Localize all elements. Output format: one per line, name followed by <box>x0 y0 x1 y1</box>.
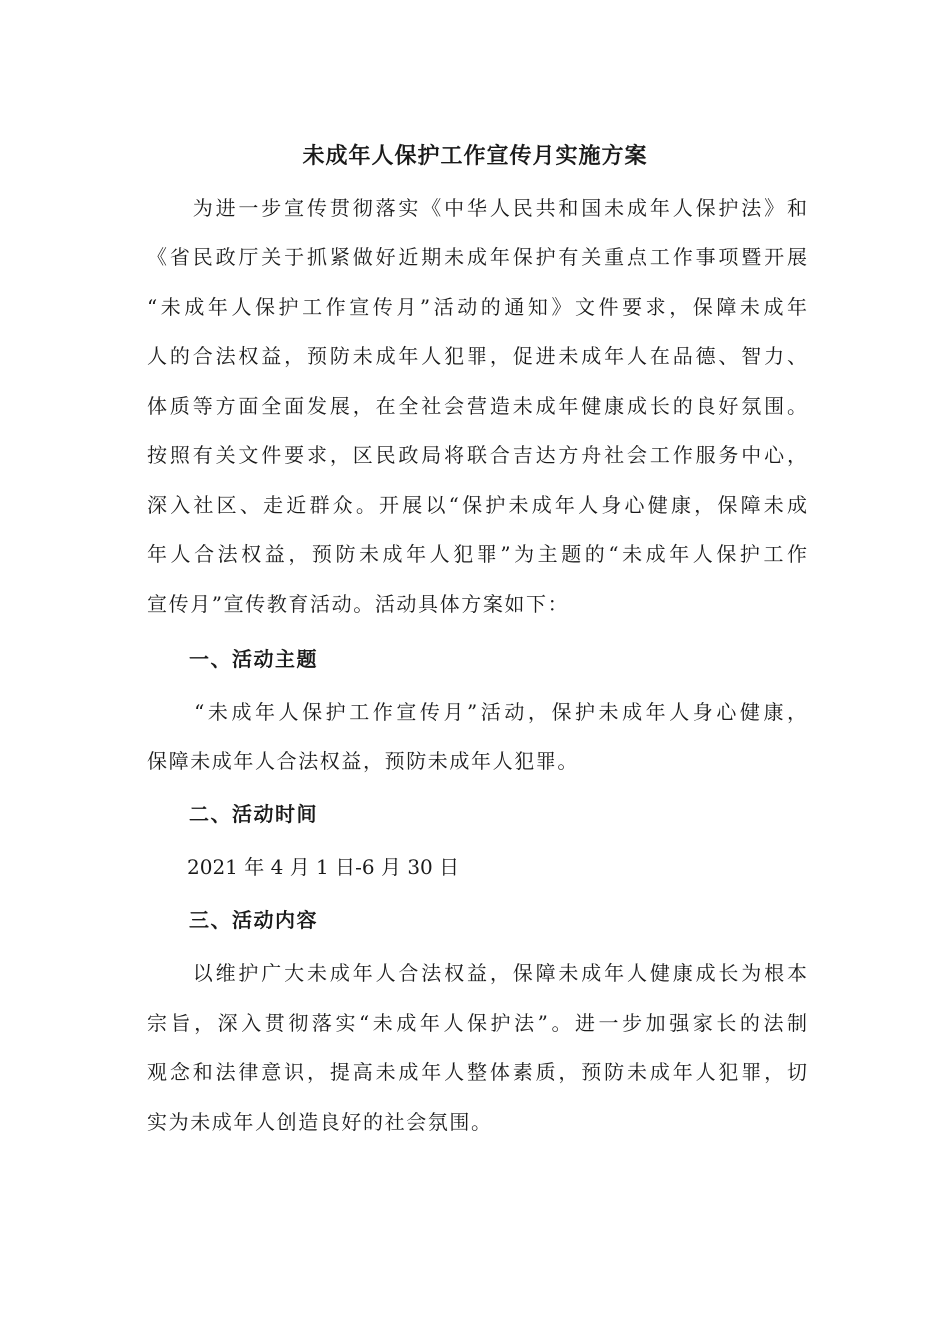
activity-date-range: 2021 年 4 月 1 日-6 月 30 日 <box>147 855 460 879</box>
intro-line-5: 体质等方面全面发展，在全社会营造未成年健康成长的良好氛围。 <box>147 394 807 418</box>
intro-line-1: 为进一步宣传贯彻落实《中华人民共和国未成年人保护法》和 <box>147 196 807 220</box>
content-line-2: 宗旨，深入贯彻落实“未成年人保护法”。进一步加强家长的法制 <box>147 1011 807 1035</box>
content-line-3: 观念和法律意识，提高未成年人整体素质，预防未成年人犯罪，切 <box>147 1060 807 1084</box>
section-heading-content: 三、活动内容 <box>189 908 318 932</box>
intro-line-3: “未成年人保护工作宣传月”活动的通知》文件要求，保障未成年 <box>147 295 807 319</box>
content-line-1: 以维护广大未成年人合法权益，保障未成年人健康成长为根本 <box>147 961 807 985</box>
document-title: 未成年人保护工作宣传月实施方案 <box>302 143 648 169</box>
intro-line-6: 按照有关文件要求，区民政局将联合吉达方舟社会工作服务中心， <box>147 443 807 467</box>
intro-line-9: 宣传月”宣传教育活动。活动具体方案如下： <box>147 592 570 616</box>
intro-line-4: 人的合法权益，预防未成年人犯罪，促进未成年人在品德、智力、 <box>147 344 807 368</box>
theme-line-1: “未成年人保护工作宣传月”活动，保护未成年人身心健康， <box>147 700 807 724</box>
intro-line-7: 深入社区、走近群众。开展以“保护未成年人身心健康，保障未成 <box>147 493 807 517</box>
section-heading-time: 二、活动时间 <box>189 802 318 826</box>
content-line-4: 实为未成年人创造良好的社会氛围。 <box>147 1110 493 1134</box>
intro-line-2: 《省民政厅关于抓紧做好近期未成年保护有关重点工作事项暨开展 <box>147 245 807 269</box>
section-heading-theme: 一、活动主题 <box>189 647 318 671</box>
theme-line-2: 保障未成年人合法权益，预防未成年人犯罪。 <box>147 749 579 773</box>
intro-line-8: 年人合法权益，预防未成年人犯罪”为主题的“未成年人保护工作 <box>147 542 807 566</box>
